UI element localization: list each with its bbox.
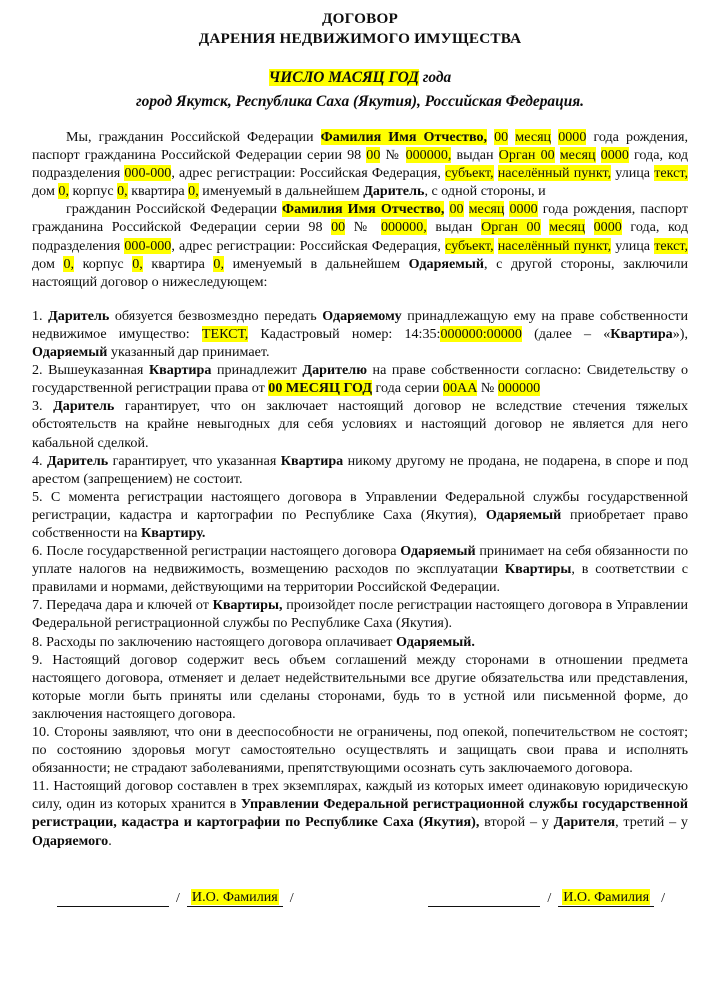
clause-2-text-3: на праве собственности согласно: Свидетельству о государственной регистрации права от <box>32 362 689 397</box>
clause-1-text-3: Кадастровый номер: 14:35: <box>248 325 441 342</box>
party-donor-block <box>32 128 688 200</box>
date-suffix: года <box>418 69 452 86</box>
party-donor-paragraph <box>32 128 688 200</box>
signature-donee-slash-right: / <box>661 889 665 906</box>
donee-passport-no-label: № <box>345 219 381 236</box>
signature-donor-line[interactable] <box>57 893 169 907</box>
signature-donee-slash-left: / <box>547 889 552 906</box>
contract-date-line <box>32 68 688 87</box>
clause-2-text-2: принадлежит <box>211 362 303 379</box>
clause-6-number: 6. <box>32 543 47 560</box>
donor-passport-number: 000000, <box>405 147 452 164</box>
clause-9-number: 9. <box>32 651 53 668</box>
donee-passport-number: 000000, <box>380 219 427 236</box>
clause-11-number: 11. <box>32 778 54 795</box>
clause-11-text-2: второй – у <box>479 814 554 831</box>
signature-donee-line[interactable] <box>428 893 540 907</box>
clause-5-text-1: С момента регистрации настоящего договора в Управлении Федеральной службы государственной регистрации, кадастра и картографии по Республике Саха (Якутия), <box>32 488 688 523</box>
donor-apartment-label: квартира <box>127 183 189 200</box>
clause-8-role-donee: Одаряемый. <box>396 633 475 650</box>
donor-street-label: улица <box>611 165 655 182</box>
clause-4 <box>32 452 688 488</box>
clause-3 <box>32 397 688 451</box>
clause-5-number: 5. <box>32 488 51 505</box>
clause-4-text-1: гарантирует, что указанная <box>108 452 281 469</box>
clause-6-role-donee: Одаряемый <box>400 543 476 560</box>
clauses-list <box>32 307 688 850</box>
donor-birth-year: 0000 <box>558 129 587 145</box>
donee-apartment: 0, <box>213 255 224 272</box>
document-title <box>32 9 688 48</box>
clause-1-text-2: принадлежащую ему на праве собственности недвижимое имущество: <box>32 307 688 342</box>
clause-9 <box>32 651 688 723</box>
party-donee-block <box>32 200 688 290</box>
clause-1-text-6: указанный дар принимает. <box>107 344 270 361</box>
donee-street-label: улица <box>611 237 655 254</box>
donee-passport-lead: рождения, паспорт гражданина Российской Федерации серии 98 <box>32 201 688 236</box>
donor-issue-year: 0000 <box>600 147 629 164</box>
donor-passport-no-label: № <box>380 147 406 164</box>
clause-8 <box>32 633 688 651</box>
donee-lead-in: гражданин Российской Федерации <box>66 201 283 218</box>
donee-full-name: Фамилия Имя Отчество, <box>282 201 445 218</box>
donee-after-year: года <box>537 201 569 218</box>
signature-donor <box>57 888 301 907</box>
clause-6-text-3: , в соответствии с правилами и нормами, действующими на территории Российской Федерации. <box>32 561 689 596</box>
donor-lead-in: Мы, гражданин Российской Федерации <box>66 129 321 145</box>
donee-region: субъект, <box>445 237 494 254</box>
donee-birth-year: 0000 <box>509 201 538 218</box>
clause-2-certificate-series: 00АА <box>442 380 478 397</box>
clause-11-text-1: Настоящий договор составлен в трех экземплярах, каждый из которых имеет одинаковую юридическую силу, один из которых хранится в <box>32 778 688 813</box>
clause-2-certificate-number: 000000 <box>497 380 541 397</box>
clause-6 <box>32 542 688 596</box>
signature-donor-slash-left: / <box>176 889 180 906</box>
title-line-2: ДАРЕНИЯ НЕДВИЖИМОГО ИМУЩЕСТВА <box>198 29 522 47</box>
clause-4-text-2: никому другому не продана, не подарена, в споре и под арестом (запрещением) не состоит. <box>32 452 689 487</box>
clause-1-text-4: (далее – « <box>521 325 611 342</box>
donee-house: 0, <box>63 255 75 272</box>
clause-7-text-2: произойдет после регистрации настоящего договора в Управлении Федеральной регистрационной службы по Республике Саха (Якутия). <box>32 597 688 632</box>
clause-5-role-donee: Одаряемый <box>485 506 562 523</box>
signature-donor-slash-right: / <box>289 889 294 906</box>
donor-tail: именуемый в дальнейшем <box>198 183 364 200</box>
donor-address-label: , адрес регистрации: Российская Федерация, <box>171 165 446 182</box>
signature-donee-name-field[interactable] <box>558 888 654 907</box>
donee-birth-day: 00 <box>449 201 464 218</box>
clause-6-text-1: После государственной регистрации настоящего договора <box>46 543 401 560</box>
clause-1-role-donor: Даритель <box>48 307 110 324</box>
signature-block <box>32 888 688 907</box>
donor-closing: , с одной стороны, и <box>424 183 546 200</box>
clause-11 <box>32 777 688 849</box>
clause-1-role-donee-2: Одаряемый <box>32 344 108 361</box>
clause-11-role-donor: Дарителя <box>553 814 616 831</box>
donor-issue-year-suffix: года, код подразделения <box>32 147 689 182</box>
clause-1-apartment-term: Квартира <box>610 325 673 342</box>
signature-donee-name-placeholder: И.О. Фамилия <box>563 888 650 905</box>
clause-7-text-1: Передача дара и ключей от <box>46 597 213 614</box>
clause-5-apartment-acc: Квартиру. <box>141 524 206 541</box>
donee-street: текст, <box>654 237 688 254</box>
donor-building: 0, <box>117 183 128 200</box>
clause-3-number: 3. <box>32 398 54 415</box>
clause-1-text-1: обязуется безвозмездно передать <box>109 307 323 324</box>
clause-8-number: 8. <box>32 633 47 650</box>
donor-house-label: дом <box>32 183 59 200</box>
clause-10-number: 10. <box>32 724 55 740</box>
donor-house: 0, <box>58 183 69 200</box>
signature-donee <box>428 888 672 907</box>
donor-street: текст, <box>654 165 688 182</box>
signature-donor-name-placeholder: И.О. Фамилия <box>191 888 278 905</box>
donee-issue-year: 0000 <box>593 219 622 236</box>
donor-passport-series: 00 <box>366 147 381 164</box>
clause-6-text-2: принимает на себя обязанности по уплате налогов на недвижимость, возмещению расходов по эксплуатации <box>32 543 688 578</box>
donee-building-label: корпус <box>74 255 133 272</box>
party-donee-paragraph <box>32 200 688 290</box>
donee-passport-series: 00 <box>331 219 346 236</box>
clause-6-apartment-gen: Квартиры <box>504 561 572 578</box>
donee-birth-month: месяц <box>468 201 505 218</box>
donor-apartment: 0, <box>188 183 199 200</box>
donee-building: 0, <box>132 255 143 272</box>
clause-2-text-1: Вышеуказанная <box>48 362 149 379</box>
donor-issuer: Орган 00 <box>498 147 555 164</box>
donee-issue-month: месяц <box>549 219 586 236</box>
clause-4-apartment-term: Квартира <box>280 452 344 469</box>
donee-issue-year-suffix: года, код подразделения <box>32 219 688 254</box>
clause-2-number: 2. <box>32 362 49 379</box>
donor-full-name: Фамилия Имя Отчество, <box>320 129 488 145</box>
clause-3-role-donor: Даритель <box>53 398 115 415</box>
clause-2-role-donor: Дарителю <box>302 362 367 379</box>
donor-passport-lead: рождения, паспорт гражданина Российской Федерации серии 98 <box>32 129 689 164</box>
donor-subdivision-code: 000-000 <box>124 165 172 182</box>
clause-4-number: 4. <box>32 452 47 469</box>
clause-1-property: ТЕКСТ, <box>201 325 249 342</box>
donor-issued-label: выдан <box>451 147 499 164</box>
clause-1-role-donee: Одаряемому <box>322 307 402 324</box>
clause-4-role-donor: Даритель <box>46 452 109 469</box>
contract-place-line: город Якутск, Республика Саха (Якутия), Российская Федерация. <box>135 93 585 110</box>
clause-9-text: Настоящий договор содержит весь объем соглашений между сторонами в отношении предмета настоящего договора, отменяет и делает недействительными все другие обязательства или представления, которые могли быть приняты или сделаны сторонами, будь то в устной или письменной форме, до заключения настоящего договора. <box>32 651 688 722</box>
donor-locality: населённый пункт, <box>497 165 612 182</box>
clause-2-text-5: № <box>477 380 498 397</box>
donor-birth-month: месяц <box>515 129 552 145</box>
clause-2-text-4: года серии <box>372 380 443 397</box>
donor-role: Даритель <box>363 183 425 200</box>
clause-10-text: Стороны заявляют, что они в дееспособности не ограничены, под опекой, попечительством не состоят; по состоянию здоровья могут самостоятельно осуществлять и защищать свои права и исполнять обязанности; не страдают заболеваниями, препятствующими осознать суть заключаемого договора. <box>32 724 689 777</box>
donor-issue-month: месяц <box>559 147 596 164</box>
donee-address-label: , адрес регистрации: Российская Федерация, <box>171 237 446 254</box>
signature-donor-name-field[interactable] <box>187 888 283 907</box>
clause-2-apartment-term: Квартира <box>148 362 212 379</box>
clause-11-authority: Управлении Федеральной регистрационной службы государственной регистрации, кадастра и картографии по Республике Саха (Якутия), <box>32 796 688 831</box>
donee-issuer: Орган 00 <box>481 219 541 236</box>
clause-2-registration-date: 00 МЕСЯЦ ГОД <box>268 380 373 397</box>
clause-1 <box>32 307 688 361</box>
clause-7-apartment-gen: Квартиры, <box>212 597 283 614</box>
clause-11-text-4: . <box>108 832 112 849</box>
clause-5-text-2: приобретает право собственности на <box>32 506 688 541</box>
donor-region: субъект, <box>445 165 494 182</box>
donee-tail: именуемый в дальнейшем <box>224 255 409 272</box>
clause-3-text: гарантирует, что он заключает настоящий договор не вследствие стечения тяжелых обстоятельств на крайне невыгодных для себя условиях и настоящий договор не является для него кабальной сделкой. <box>32 398 689 451</box>
donor-after-year: года <box>586 129 619 145</box>
clause-11-role-donee: Одаряемого <box>32 832 109 849</box>
donor-birth-day: 00 <box>494 129 509 145</box>
donee-closing: , с другой стороны, заключили настоящий договор о нижеследующем: <box>32 255 688 290</box>
title-line-1: ДОГОВОР <box>322 10 398 27</box>
donee-role: Одаряемый <box>408 255 485 272</box>
donor-building-label: корпус <box>68 183 118 200</box>
donee-subdivision-code: 000-000 <box>124 237 172 254</box>
clause-2 <box>32 361 688 397</box>
clause-7-number: 7. <box>32 597 47 614</box>
clause-1-text-5: »), <box>672 325 688 342</box>
donee-house-label: дом <box>32 255 64 272</box>
clause-11-text-3: , третий – у <box>615 814 688 831</box>
clause-10 <box>32 723 688 777</box>
clause-8-text-1: Расходы по заключению настоящего договора оплачивает <box>46 633 396 650</box>
donee-issued-label: выдан <box>426 219 482 236</box>
clause-5 <box>32 488 688 542</box>
date-placeholder: ЧИСЛО МАСЯЦ ГОД <box>268 69 419 86</box>
donee-apartment-label: квартира <box>142 255 214 272</box>
donee-locality: населённый пункт, <box>497 237 612 254</box>
clause-1-cadastral-number: 000000:00000 <box>440 325 522 342</box>
clause-7 <box>32 596 688 632</box>
clause-1-number: 1. <box>32 307 49 324</box>
